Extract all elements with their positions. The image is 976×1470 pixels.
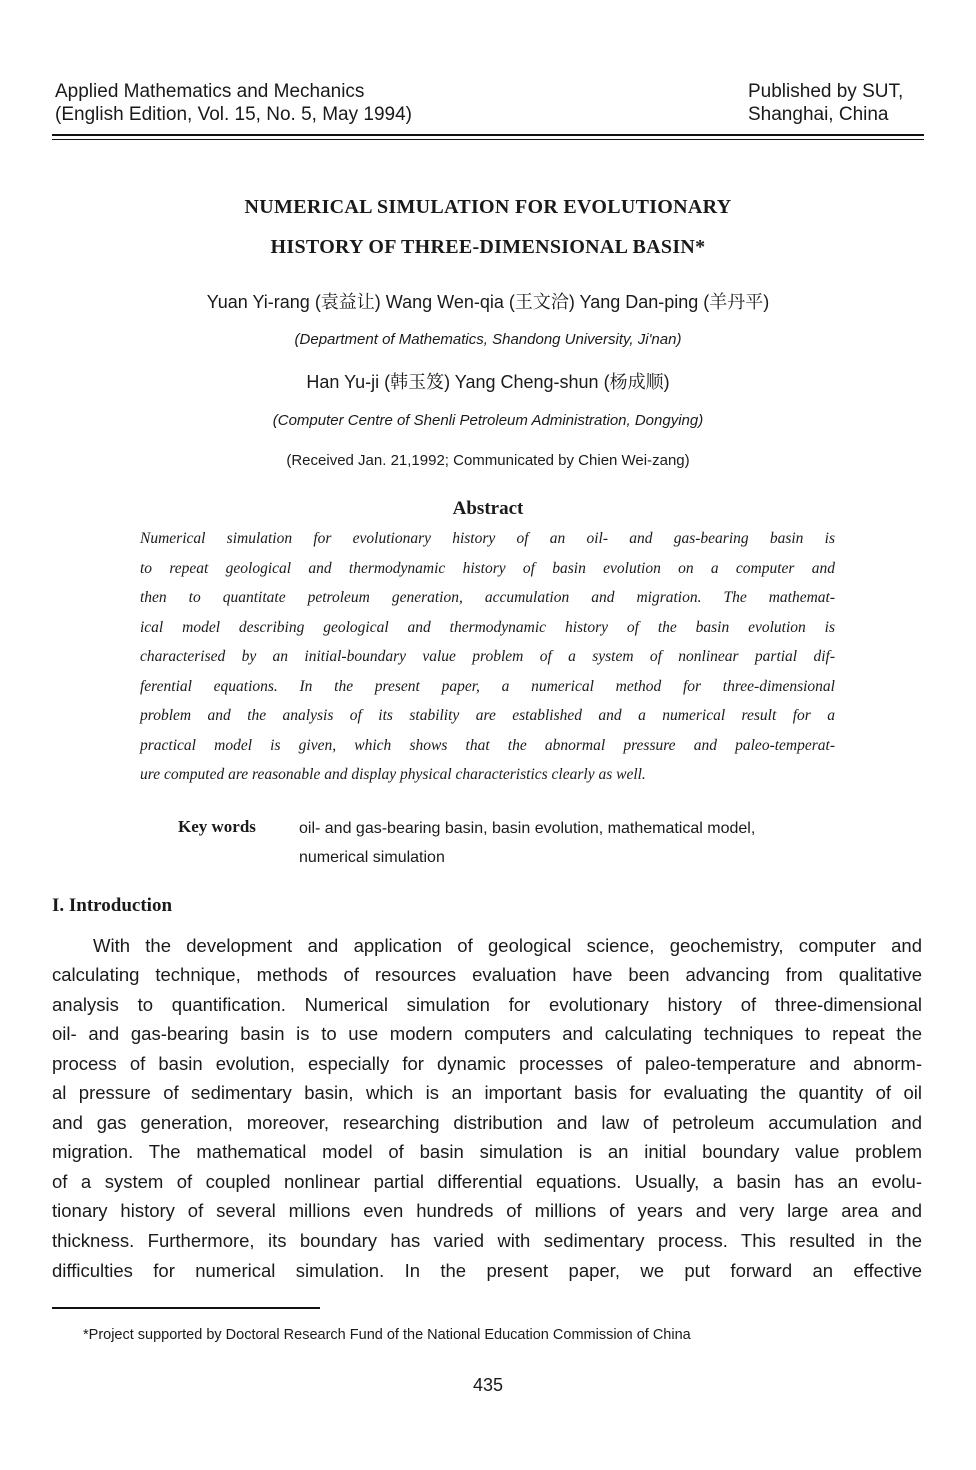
keywords-line1: oil- and gas-bearing basin, basin evolution, mathematical model, [299, 820, 756, 837]
journal-header [55, 80, 412, 126]
page-number: 435 [472, 1375, 504, 1395]
body-line: thickness. Furthermore, its boundary has varied with sedimentary process. This resulted in the [52, 1230, 922, 1251]
abstract-line: ferential equations. In the present paper, a numerical method for three-dimensional [140, 678, 835, 695]
abstract-line: ure computed are reasonable and display physical characteristics clearly as well. [140, 766, 646, 783]
body-line: of a system of coupled nonlinear partial differential equations. Usually, a basin has an evolu- [52, 1171, 922, 1192]
footnote: *Project supported by Doctoral Research Fund of the National Education Commission of China [83, 1327, 691, 1343]
abstract-line: problem and the analysis of its stability are established and a numerical result for a [140, 707, 835, 724]
body-line: analysis to quantification. Numerical simulation for evolutionary history of three-dimensional [52, 994, 922, 1015]
keywords-label: Key words [178, 817, 256, 836]
received-date: (Received Jan. 21,1992; Communicated by Chien Wei-zang) [286, 452, 690, 469]
publisher-name: Published by SUT, [748, 81, 904, 102]
abstract-line: Numerical simulation for evolutionary history of an oil- and gas-bearing basin is [140, 530, 835, 547]
body-line: oil- and gas-bearing basin is to use modern computers and calculating techniques to repeat the [52, 1023, 922, 1044]
body-line: al pressure of sedimentary basin, which is an important basis for evaluating the quantity of oil [52, 1082, 922, 1103]
abstract-line: practical model is given, which shows that the abnormal pressure and paleo-temperat- [140, 737, 835, 754]
journal-edition: (English Edition, Vol. 15, No. 5, May 1994) [55, 104, 412, 125]
header-rule-bottom [52, 139, 924, 140]
paper-title-line1: NUMERICAL SIMULATION FOR EVOLUTIONARY [244, 196, 732, 218]
abstract-line: to repeat geological and thermodynamic history of basin evolution on a computer and [140, 560, 835, 577]
header-rule-top [52, 134, 924, 136]
authors-line1: Yuan Yi-rang (袁益让) Wang Wen-qia (王文洽) Yang Dan-ping (羊丹平) [206, 292, 770, 312]
affiliation-2: (Computer Centre of Shenli Petroleum Administration, Dongying) [272, 412, 704, 429]
body-line: and gas generation, moreover, researching distribution and law of petroleum accumulation and [52, 1112, 922, 1133]
paper-title-line2: HISTORY OF THREE-DIMENSIONAL BASIN* [270, 236, 706, 258]
publisher-header [748, 80, 903, 126]
body-line: calculating technique, methods of resources evaluation have been advancing from qualitative [52, 964, 922, 985]
abstract-line: ical model describing geological and thermodynamic history of the basin evolution is [140, 619, 835, 636]
affiliation-1: (Department of Mathematics, Shandong University, Ji'nan) [294, 331, 682, 348]
publisher-location: Shanghai, China [748, 104, 889, 125]
body-line: difficulties for numerical simulation. In the present paper, we put forward an effective [52, 1260, 922, 1281]
abstract-heading: Abstract [452, 498, 524, 519]
footnote-rule [52, 1307, 320, 1309]
keywords-line2: numerical simulation [299, 849, 445, 866]
authors-line2: Han Yu-ji (韩玉笈) Yang Cheng-shun (杨成顺) [306, 372, 670, 392]
abstract-line: characterised by an initial-boundary value problem of a system of nonlinear partial dif- [140, 648, 835, 665]
section-heading: I. Introduction [52, 895, 173, 916]
body-line: tionary history of several millions even hundreds of millions of years and very large area and [52, 1200, 922, 1221]
body-line: With the development and application of geological science, geochemistry, computer and [93, 935, 922, 956]
body-line: process of basin evolution, especially for dynamic processes of paleo-temperature and abnorm- [52, 1053, 922, 1074]
body-line: migration. The mathematical model of basin simulation is an initial boundary value problem [52, 1141, 922, 1162]
abstract-line: then to quantitate petroleum generation, accumulation and migration. The mathemat- [140, 589, 835, 606]
journal-name: Applied Mathematics and Mechanics [55, 81, 365, 102]
